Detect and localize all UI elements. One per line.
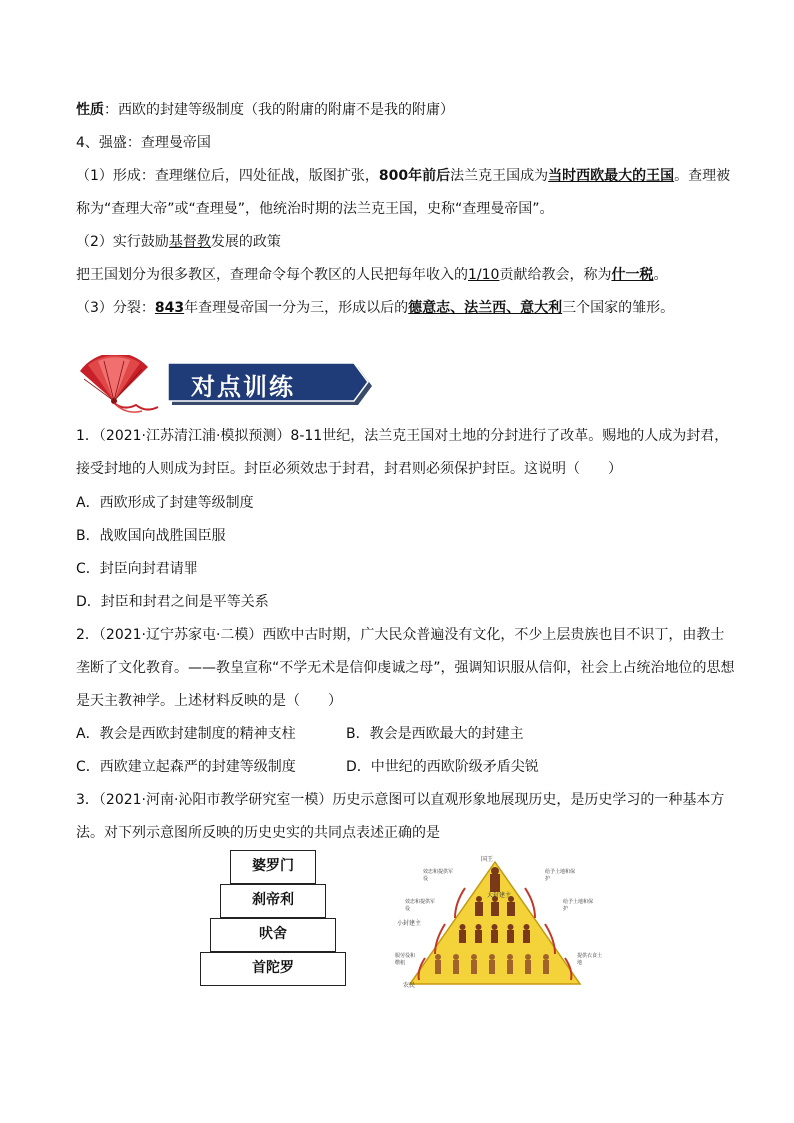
q2-option-c[interactable]: C．西欧建立起森严的封建等级制度 xyxy=(76,759,296,775)
q3-line1: 3．（2021·河南·沁阳市教学研究室一模）历史示意图可以直观形象地展现历史，是历史学习的一种基本方 xyxy=(76,792,725,808)
nature-line xyxy=(76,100,454,120)
p1-text-c: 法兰克王国成为 xyxy=(450,168,549,184)
q2-line1: 2．（2021·辽宁苏家屯·二模）西欧中古时期，广大民众普遍没有文化，不少上层贵族也目不识丁，由教士 xyxy=(76,627,725,643)
section4-title: 4、强盛：查理曼帝国 xyxy=(76,135,211,151)
pyramid-left-note-2: 效忠和提供军役 xyxy=(405,899,436,912)
p4-text-a: （3）分裂： xyxy=(76,300,155,316)
pyramid-tier-lesser-lord: 小封建主 xyxy=(397,920,422,927)
q1-line2: 接受封地的人则成为封臣。封臣必须效忠于封君，封君则必须保护封臣。这说明（ ） xyxy=(76,461,622,477)
section4-p1 xyxy=(76,166,730,186)
p1-highlight: 当时西欧最大的王国 xyxy=(548,168,675,184)
q2-option-a[interactable]: A．教会是西欧封建制度的精神支柱 xyxy=(76,726,296,742)
pyramid-right-note-3: 提供衣食土地 xyxy=(577,953,603,966)
banner-title: 对点训练 xyxy=(191,373,295,401)
p4-text-c: 年查理曼帝国一分为三，形成以后的 xyxy=(184,300,409,316)
p4-year: 843 xyxy=(154,300,185,316)
q2-option-d[interactable]: D．中世纪的西欧阶级矛盾尖锐 xyxy=(346,759,539,775)
q1-option-b[interactable]: B．战败国向战胜国臣服 xyxy=(76,528,226,544)
caste-tier-3: 吠舍 xyxy=(210,918,336,952)
q2-options-row2 xyxy=(76,757,716,777)
pyramid-left-note-1: 效忠和提供军役 xyxy=(423,869,454,882)
pyramid-tier-great-lord: 大封建主 xyxy=(487,892,512,899)
section4-p3 xyxy=(76,265,667,285)
p3-text-a: 把王国划分为很多教区，查理命令每个教区的人民把每年收入的 xyxy=(76,267,468,283)
pyramid-left-note-3: 服劳役和缴租 xyxy=(395,953,416,966)
p2-text-c: 发展的政策 xyxy=(210,234,281,250)
section4-p1-line2: 称为“查理大帝”或“查理曼”，他统治时期的法兰克王国，史称“查理曼帝国”。 xyxy=(76,201,554,217)
caste-tier-1: 婆罗门 xyxy=(230,850,316,884)
pyramid-tier-king: 国王 xyxy=(481,856,494,863)
caste-tier-4: 首陀罗 xyxy=(200,952,346,986)
section-banner xyxy=(76,355,376,415)
p1-text-e: 。查理被 xyxy=(674,168,731,184)
pyramid-right-note-2: 给予土地和保护 xyxy=(563,899,594,912)
p2-text-a: （2）实行鼓励 xyxy=(76,234,169,250)
section4-p4 xyxy=(76,298,674,318)
caste-diagram xyxy=(200,850,346,986)
q2-options-row1 xyxy=(76,724,716,744)
p4-countries: 德意志、法兰西、意大利 xyxy=(408,300,563,316)
q1-option-c[interactable]: C．封臣向封君请罪 xyxy=(76,561,198,577)
q1-line1: 1．（2021·江苏清江浦·模拟预测）8-11世纪，法兰克王国对土地的分封进行了改革。赐地的人成为封君， xyxy=(76,428,729,444)
q2-line2: 垄断了文化教育。——教皇宣称“不学无术是信仰虔诚之母”，强调知识服从信仰，社会上占统治地位的思想 xyxy=(76,660,735,676)
nature-text: ：西欧的封建等级制度（我的附庸的附庸不是我的附庸） xyxy=(104,102,454,118)
nature-label: 性质 xyxy=(76,102,104,118)
q3-line2: 法。对下列示意图所反映的历史史实的共同点表述正确的是 xyxy=(76,825,440,841)
caste-tier-2: 刹帝利 xyxy=(220,884,326,918)
p3-fraction: 1/10 xyxy=(468,267,500,283)
p1-date: 800年前后 xyxy=(378,168,451,184)
p2-christianity: 基督教 xyxy=(168,234,211,250)
pyramid-tier-peasant: 农民 xyxy=(403,982,416,989)
p3-text-c: 贡献给教会，称为 xyxy=(499,267,612,283)
p1-text-a: （1）形成：查理继位后，四处征战，版图扩张， xyxy=(76,168,379,184)
q2-option-b[interactable]: B．教会是西欧最大的封建主 xyxy=(346,726,524,742)
q2-line3: 是天主教神学。上述材料反映的是（ ） xyxy=(76,693,342,709)
q1-option-d[interactable]: D．封臣和封君之间是平等关系 xyxy=(76,594,269,610)
p3-text-e: 。 xyxy=(653,267,668,283)
p4-text-e: 三个国家的雏形。 xyxy=(562,300,675,316)
pyramid-right-note-1: 给予土地和保护 xyxy=(545,869,576,882)
feudal-pyramid xyxy=(395,858,605,990)
section4-p2 xyxy=(76,232,281,252)
q1-option-a[interactable]: A．西欧形成了封建等级制度 xyxy=(76,495,254,511)
p3-tithe: 什一税 xyxy=(611,267,654,283)
